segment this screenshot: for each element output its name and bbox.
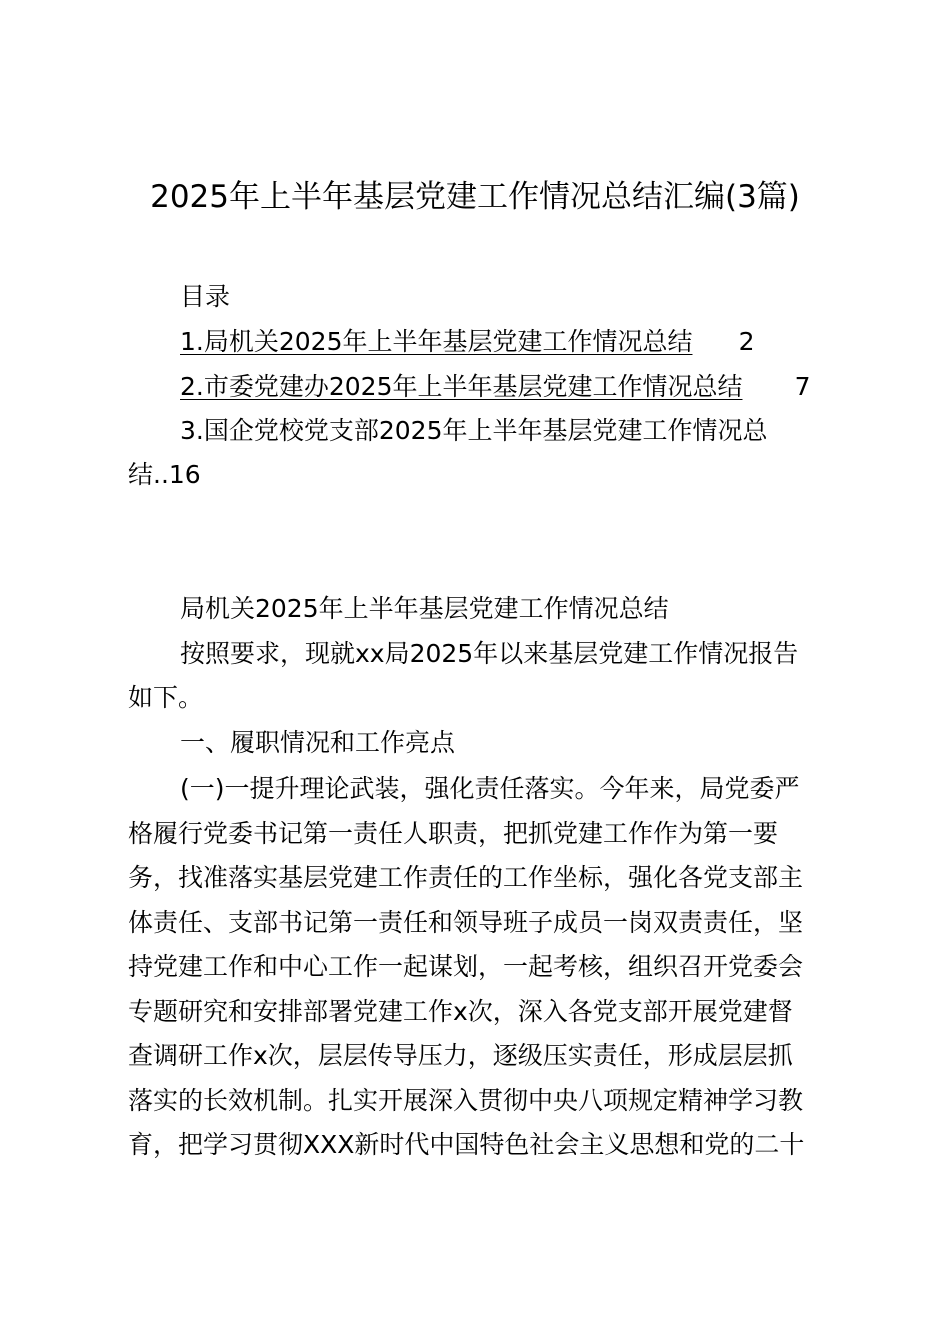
toc-item-3-line2[interactable]: 结..16 <box>128 460 201 489</box>
article-heading: 局机关2025年上半年基层党建工作情况总结 <box>180 594 669 623</box>
toc-heading: 目录 <box>180 282 231 311</box>
toc-item-3-line1[interactable]: 3.国企党校党支部2025年上半年基层党建工作情况总 <box>180 416 768 445</box>
toc-item-1-page: 2 <box>738 327 755 356</box>
paragraph-line: 落实的长效机制。扎实开展深入贯彻中央八项规定精神学习教 <box>128 1086 804 1115</box>
toc-item-1[interactable] <box>180 319 754 365</box>
toc-item-2[interactable] <box>180 364 810 410</box>
intro-line-2: 如下。 <box>128 683 204 712</box>
intro-line-1: 按照要求，现就xx局2025年以来基层党建工作情况报告 <box>180 639 799 668</box>
paragraph-line: (一)一提升理论武装，强化责任落实。今年来，局党委严 <box>180 774 800 803</box>
paragraph-line: 育，把学习贯彻XXX新时代中国特色社会主义思想和党的二十 <box>128 1130 805 1159</box>
paragraph-line: 体责任、支部书记第一责任和领导班子成员一岗双责责任，坚 <box>128 908 804 937</box>
toc-item-1-text: 1.局机关2025年上半年基层党建工作情况总结 <box>180 327 693 356</box>
section-heading: 一、履职情况和工作亮点 <box>180 728 456 757</box>
paragraph-line: 查调研工作x次，层层传导压力，逐级压实责任，形成层层抓 <box>128 1041 793 1070</box>
toc-item-2-page: 7 <box>794 372 811 401</box>
document-title: 2025年上半年基层党建工作情况总结汇编(3篇) <box>150 179 800 215</box>
paragraph-line: 务，找准落实基层党建工作责任的工作坐标，强化各党支部主 <box>128 863 804 892</box>
paragraph-line: 格履行党委书记第一责任人职责，把抓党建工作作为第一要 <box>128 819 779 848</box>
paragraph-line: 专题研究和安排部署党建工作x次，深入各党支部开展党建督 <box>128 997 793 1026</box>
toc-item-2-text: 2.市委党建办2025年上半年基层党建工作情况总结 <box>180 372 743 401</box>
paragraph-line: 持党建工作和中心工作一起谋划，一起考核，组织召开党委会 <box>128 952 804 981</box>
